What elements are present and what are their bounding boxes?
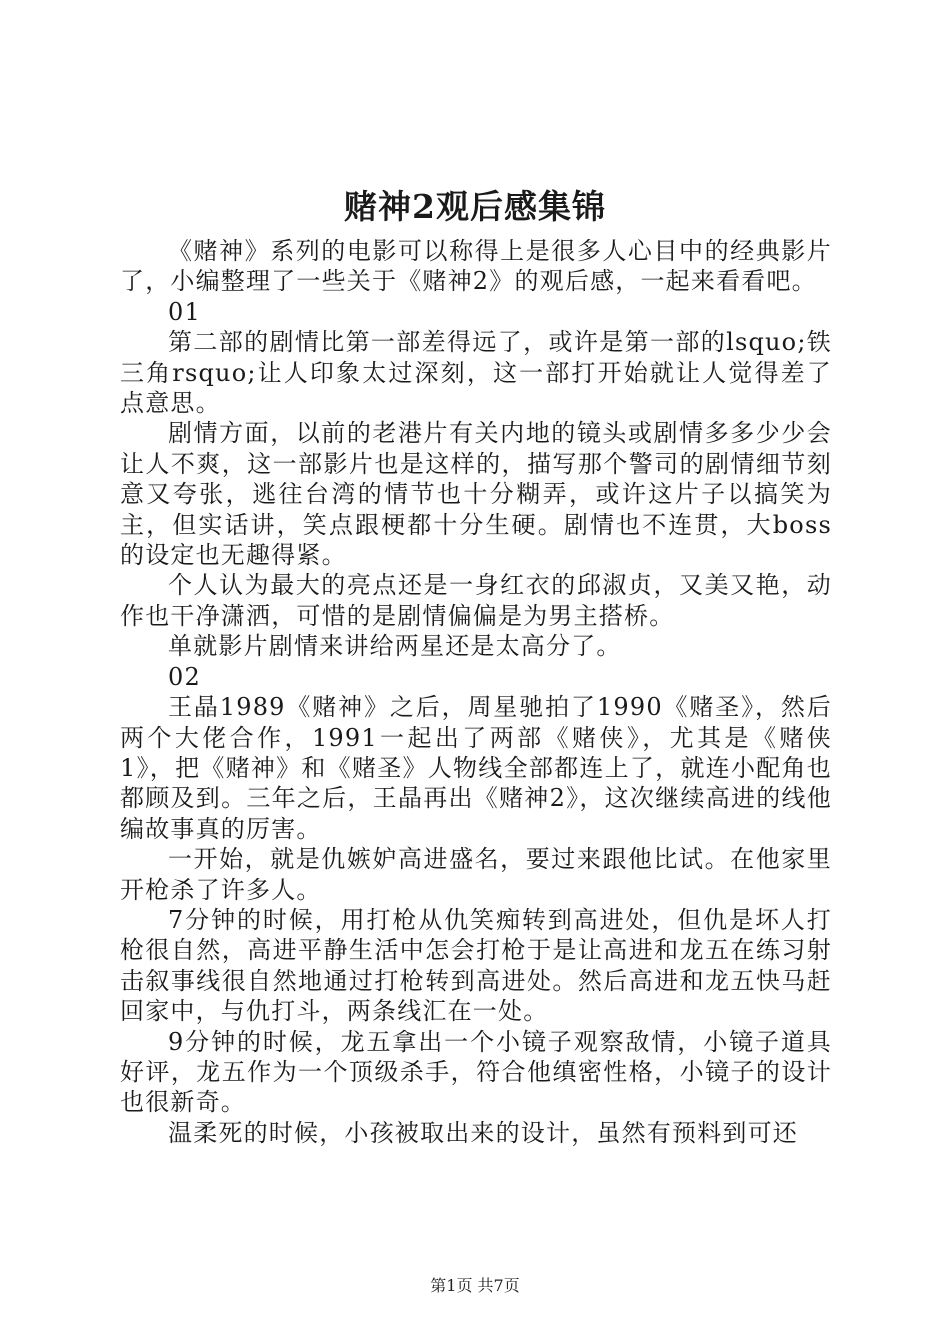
paragraph: 个人认为最大的亮点还是一身红衣的邱淑贞，又美又艳，动作也干净潇洒，可惜的是剧情偏偏是为男主搭桥。 (120, 571, 832, 630)
paragraph: 《赌神》系列的电影可以称得上是很多人心目中的经典影片了，小编整理了一些关于《赌神2》的观后感，一起来看看吧。 (120, 237, 832, 296)
paragraph: 王晶1989《赌神》之后，周星驰拍了1990《赌圣》，然后两个大佬合作，1991一起出了两部《赌侠》，尤其是《赌侠1》，把《赌神》和《赌圣》人物线全部都连上了，就连小配角也都顾及到。三年之后，王晶再出《赌神2》，这次继续高进的线他编故事真的厉害。 (120, 693, 832, 843)
paragraph: 7分钟的时候，用打枪从仇笑痴转到高进处，但仇是坏人打枪很自然，高进平静生活中怎会打枪于是让高进和龙五在练习射击叙事线很自然地通过打枪转到高进处。然后高进和龙五快马赶回家中，与仇打斗，两条线汇在一处。 (120, 905, 832, 1026)
page-footer: 第1页 共7页 (430, 1276, 520, 1295)
section-number: 01 (168, 297, 201, 326)
paragraph: 温柔死的时候，小孩被取出来的设计，虽然有预料到可还 (168, 1118, 798, 1147)
paragraph: 一开始，就是仇嫉妒高进盛名，要过来跟他比试。在他家里开枪杀了许多人。 (120, 845, 832, 904)
paragraph: 单就影片剧情来讲给两星还是太高分了。 (168, 632, 622, 661)
section-number: 02 (168, 662, 201, 691)
paragraph: 第二部的剧情比第一部差得远了，或许是第一部的lsquo;铁三角rsquo;让人印象太过深刻，这一部打开始就让人觉得差了点意思。 (120, 328, 832, 418)
paragraph: 剧情方面，以前的老港片有关内地的镜头或剧情多多少少会让人不爽，这一部影片也是这样的，描写那个警司的剧情细节刻意又夸张，逃往台湾的情节也十分糊弄，或许这片子以搞笑为主，但实话讲，笑点跟梗都十分生硬。剧情也不连贯，大boss的设定也无趣得紧。 (120, 419, 832, 570)
paragraph: 9分钟的时候，龙五拿出一个小镜子观察敌情，小镜子道具好评，龙五作为一个顶级杀手，符合他缜密性格，小镜子的设计也很新奇。 (120, 1027, 832, 1117)
document-body (120, 236, 832, 1148)
document-title: 赌神2观后感集锦 (344, 187, 606, 226)
